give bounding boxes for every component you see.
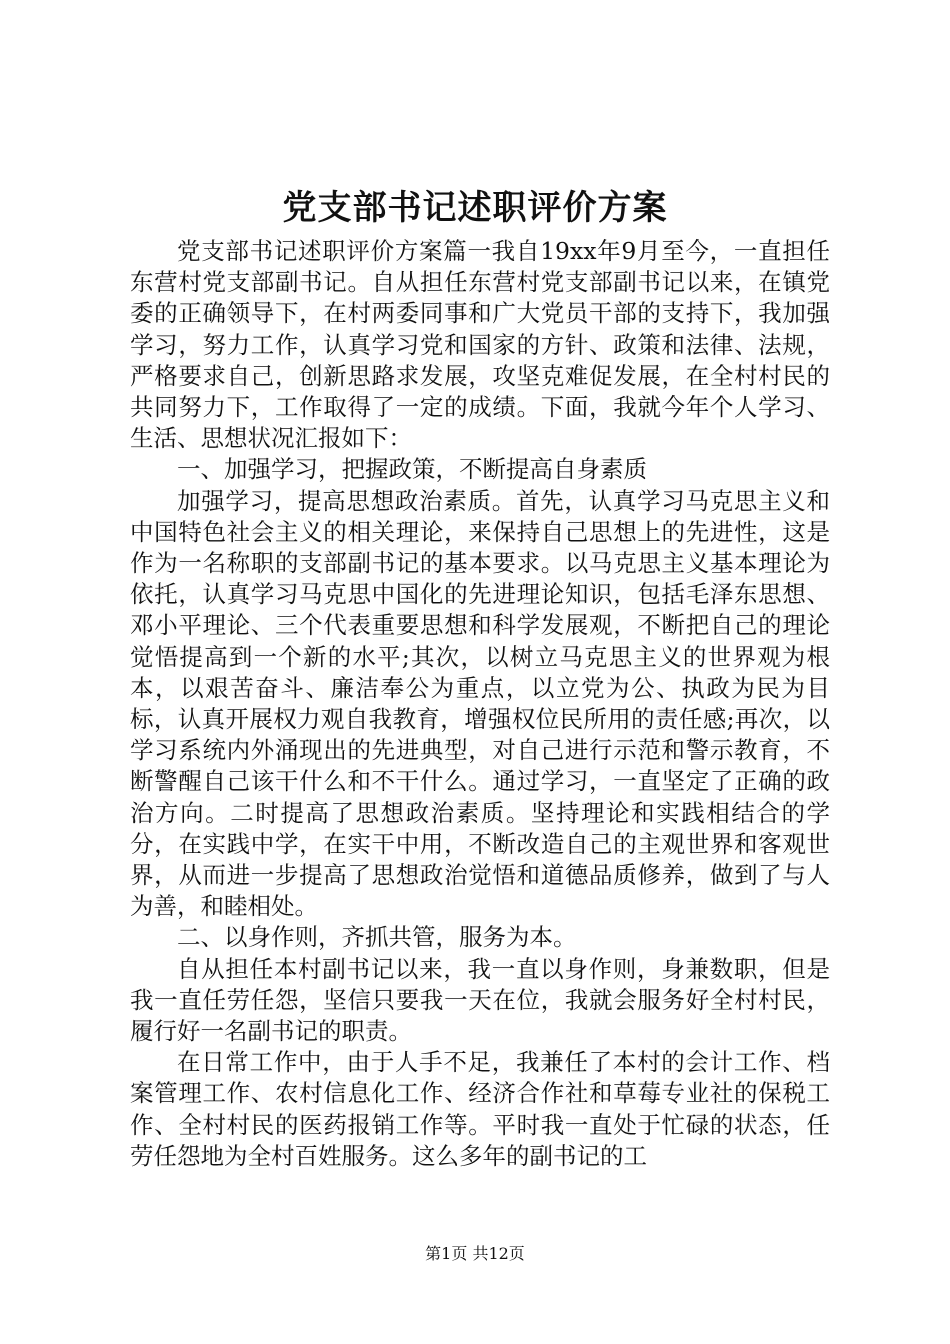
document-title: 党支部书记述职评价方案 xyxy=(282,188,668,228)
section-heading-1: 一、加强学习，把握政策，不断提高自身素质 xyxy=(177,455,647,484)
paragraph-study: 加强学习，提高思想政治素质。首先，认真学习马克思主义和中国特色社会主义的相关理论，来保持自己思想上的先进性，这是作为一名称职的支部副书记的基本要求。以马克思主义基本理论为依托，认真学习马克思中国化的先进理论知识，包括毛泽东思想、邓小平理论、三个代表重要思想和科学发展观，不断把自己的理论觉悟提高到一个新的水平;其次，以树立马克思主义的世界观为根本，以艰苦奋斗、廉洁奉公为重点，以立党为公、执政为民为目标，认真开展权力观自我教育，增强权位民所用的责任感;再次，以学习系统内外涌现出的先进典型，对自己进行示范和警示教育，不断警醒自己该干什么和不干什么。通过学习，一直坚定了正确的政治方向。二时提高了思想政治素质。坚持理论和实践相结合的学分，在实践中学，在实干中用，不断改造自己的主观世界和客观世界，从而进一步提高了思想政治觉悟和道德品质修养，做到了与人为善，和睦相处。 xyxy=(130,486,830,921)
section-heading-2: 二、以身作则，齐抓共管，服务为本。 xyxy=(177,923,577,952)
paragraph-role: 自从担任本村副书记以来，我一直以身作则，身兼数职，但是我一直任劳任怨，坚信只要我一天在位，我就会服务好全村村民，履行好一名副书记的职责。 xyxy=(130,954,830,1046)
document-body xyxy=(130,236,830,1172)
paragraph-daily-work: 在日常工作中，由于人手不足，我兼任了本村的会计工作、档案管理工作、农村信息化工作、经济合作社和草莓专业社的保税工作、全村村民的医药报销工作等。平时我一直处于忙碌的状态，任劳任怨地为全村百姓服务。这么多年的副书记的工 xyxy=(130,1048,830,1170)
paragraph-intro: 党支部书记述职评价方案篇一我自19xx年9月至今，一直担任东营村党支部副书记。自从担任东营村党支部副书记以来，在镇党委的正确领导下，在村两委同事和广大党员干部的支持下，我加强学习，努力工作，认真学习党和国家的方针、政策和法律、法规，严格要求自己，创新思路求发展，攻坚克难促发展，在全村村民的共同努力下，工作取得了一定的成绩。下面，我就今年个人学习、生活、思想状况汇报如下： xyxy=(130,237,830,453)
page-footer: 第1页 共12页 xyxy=(425,1244,525,1263)
